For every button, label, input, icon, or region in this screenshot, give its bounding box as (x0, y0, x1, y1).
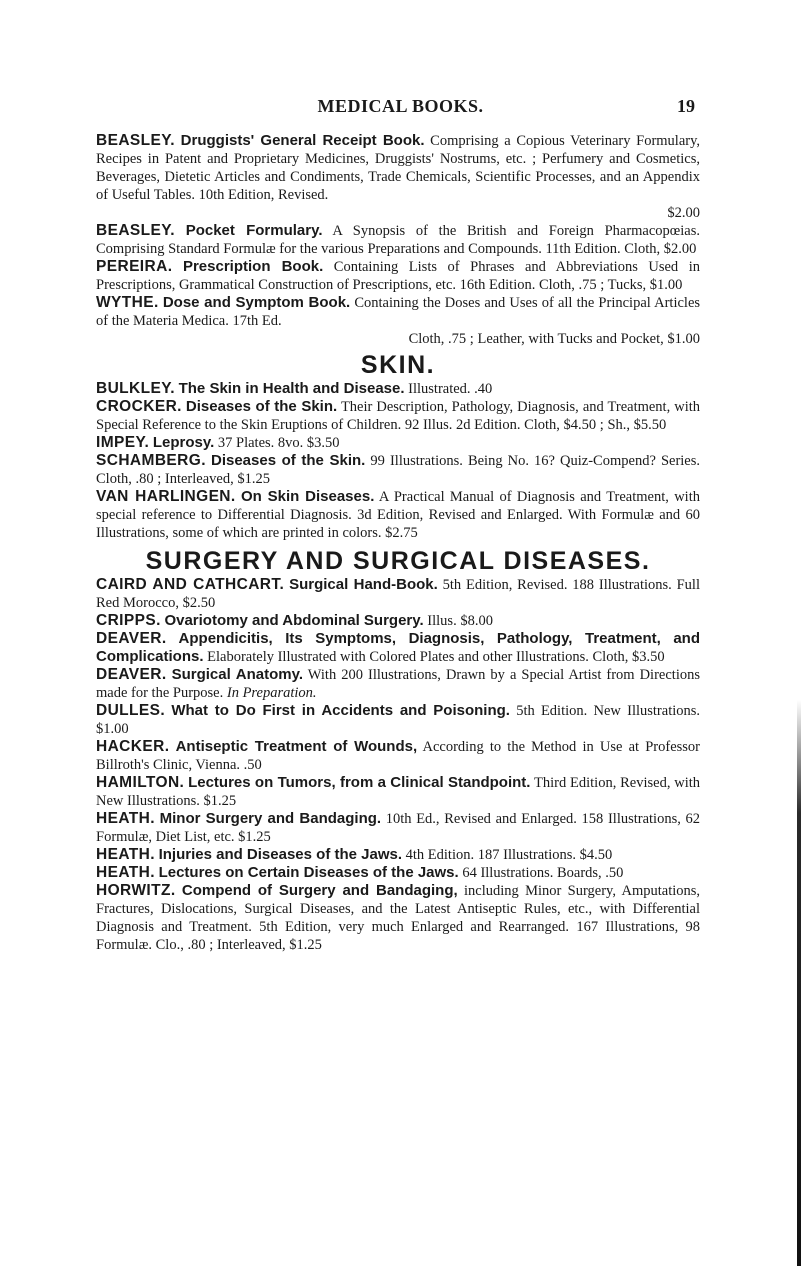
catalog-entry (96, 864, 700, 882)
entry-title: Lectures on Tumors, from a Clinical Standpoint. (188, 774, 531, 791)
entry-description: Illustrated. .40 (408, 381, 493, 397)
entry-author: CROCKER. (96, 398, 182, 415)
catalog-entry (96, 294, 700, 348)
entry-note: In Preparation. (226, 685, 317, 701)
catalog-entry (96, 222, 700, 258)
entry-author: SCHAMBERG. (96, 452, 206, 469)
entry-author: DEAVER. (96, 666, 167, 683)
catalog-section-pharmacy (96, 132, 700, 348)
entry-description: With 200 Illustrations, Drawn by a Special Artist from Directions made for the Purpose. (96, 667, 700, 701)
entry-price: $2.00 (667, 205, 700, 221)
entry-author: HACKER. (96, 738, 170, 755)
entry-description: Containing Lists of Phrases and Abbreviations Used in Prescriptions, Grammatical Construction of Prescriptions, etc. 16th Edition. Cloth, .75 ; Tucks, $1.00 (96, 259, 701, 293)
page-title: MEDICAL BOOKS. (317, 96, 484, 116)
page-edge-shadow (797, 700, 801, 1266)
entry-title: Diseases of the Skin. (185, 398, 338, 415)
entry-description: Illus. $8.00 (427, 613, 493, 629)
catalog-entry (96, 132, 700, 222)
entry-title: Pocket Formulary. (185, 222, 323, 239)
catalog-entry (96, 630, 700, 666)
entry-description: Containing the Doses and Uses of all the Principal Articles of the Materia Medica. 17th Ed. (96, 295, 701, 329)
entry-title: Lectures on Certain Diseases of the Jaws. (158, 864, 459, 881)
entry-description: Elaborately Illustrated with Colored Plates and other Illustrations. Cloth, $3.50 (207, 649, 665, 665)
section-heading: SKIN. (360, 351, 436, 379)
entry-description: 64 Illustrations. Boards, .50 (462, 865, 624, 881)
entry-author: HEATH. (96, 810, 155, 827)
entry-author: DULLES. (96, 702, 166, 719)
entry-author: IMPEY. (96, 434, 150, 451)
entry-description: Third Edition, Revised, with New Illustrations. $1.25 (96, 775, 701, 809)
entry-title: Prescription Book. (182, 258, 324, 275)
catalog-entry (96, 774, 700, 810)
entry-author: BEASLEY. (96, 222, 175, 239)
entry-author: CAIRD AND CATHCART. (96, 576, 285, 593)
entry-description: 5th Edition, Revised. 188 Illustrations. Full Red Morocco, $2.50 (96, 577, 700, 611)
entry-author: BEASLEY. (96, 132, 175, 149)
entry-description: Their Description, Pathology, Diagnosis, and Treatment, with Special Reference to the Skin Eruptions of Children. 92 Illus. 2d Edition. Cloth, $4.50 ; Sh., $5.50 (96, 399, 701, 433)
entry-author: CRIPPS. (96, 612, 161, 629)
catalog-entry (96, 738, 700, 774)
entry-title: Diseases of the Skin. (210, 452, 366, 469)
entry-title: Ovariotomy and Abdominal Surgery. (164, 612, 424, 629)
entry-description: 4th Edition. 187 Illustrations. $4.50 (405, 847, 613, 863)
entry-price: Cloth, .75 ; Leather, with Tucks and Pocket, $1.00 (408, 331, 700, 347)
entry-title: What to Do First in Accidents and Poisoning. (171, 702, 510, 719)
entry-title: Compend of Surgery and Bandaging, (181, 882, 458, 899)
entry-title: Leprosy. (152, 434, 215, 451)
catalog-entry (96, 612, 700, 630)
catalog-entry (96, 398, 700, 434)
catalog-section-surgery (96, 546, 700, 954)
entry-description: 37 Plates. 8vo. $3.50 (217, 435, 340, 451)
entry-title: Injuries and Diseases of the Jaws. (158, 846, 403, 863)
page-number: 19 (677, 96, 695, 116)
entry-author: HAMILTON. (96, 774, 185, 791)
entry-title: Antiseptic Treatment of Wounds, (175, 738, 418, 755)
catalog-entry (96, 434, 700, 452)
entry-author: HORWITZ. (96, 882, 176, 899)
catalog-section-skin (96, 350, 700, 542)
entry-title: Surgical Anatomy. (171, 666, 304, 683)
catalog-entry (96, 380, 700, 398)
catalog-entry (96, 488, 700, 542)
running-head (0, 96, 801, 120)
entry-description: 10th Ed., Revised and Enlarged. 158 Illustrations, 62 Formulæ, Diet List, etc. $1.25 (96, 811, 701, 845)
entry-description: According to the Method in Use at Professor Billroth's Clinic, Vienna. .50 (96, 739, 701, 773)
entry-title: Appendicitis, Its Symptoms, Diagnosis, Pathology, Treatment, and Complications. (96, 630, 701, 665)
entry-author: HEATH. (96, 846, 155, 863)
catalog-entry (96, 258, 700, 294)
catalog-entry (96, 702, 700, 738)
entry-description: 5th Edition. New Illustrations. $1.00 (96, 703, 701, 737)
entry-author: BULKLEY. (96, 380, 175, 397)
entry-description: Comprising a Copious Veterinary Formulary, Recipes in Patent and Proprietary Medicines, Druggists' Nostrums, etc. ; Perfumery and Cosmetics, Beverages, Dietetic Articles and Condiments, Trade Chemicals, Scientific Processes, and an Appendix of Useful Tables. 10th Edition, Revised. (96, 133, 701, 203)
catalog-entry (96, 846, 700, 864)
entry-title: Surgical Hand-Book. (289, 576, 438, 593)
catalog-content (96, 132, 700, 954)
entry-author: PEREIRA. (96, 258, 173, 275)
entry-author: HEATH. (96, 864, 155, 881)
catalog-entry (96, 810, 700, 846)
entry-description: including Minor Surgery, Amputations, Fractures, Dislocations, Surgical Diseases, and the Latest Antiseptic Rules, etc., with Differential Diagnosis and Treatment. 5th Edition, very much Enlarged and Rearranged. 167 Illustrations, 98 Formulæ. Clo., .80 ; Interleaved, $1.25 (96, 883, 701, 953)
catalog-entry (96, 452, 700, 488)
entry-description: A Synopsis of the British and Foreign Pharmacopœias. Comprising Standard Formulæ for the various Preparations and Compounds. 11th Edition. Cloth, $2.00 (96, 223, 701, 257)
entry-description: A Practical Manual of Diagnosis and Treatment, with special reference to Differential Diagnosis. 3d Edition, Revised and Enlarged. With Formulæ and 60 Illustrations, some of which are printed in colors. $2.75 (96, 489, 700, 541)
catalog-entry (96, 576, 700, 612)
entry-title: Dose and Symptom Book. (162, 294, 351, 311)
entry-author: DEAVER. (96, 630, 167, 647)
entry-title: On Skin Diseases. (240, 488, 375, 505)
entry-title: Minor Surgery and Bandaging. (159, 810, 382, 827)
section-heading: SURGERY AND SURGICAL DISEASES. (145, 547, 651, 575)
entry-title: The Skin in Health and Disease. (178, 380, 405, 397)
catalog-entry (96, 666, 700, 702)
entry-author: VAN HARLINGEN. (96, 488, 236, 505)
entry-author: WYTHE. (96, 294, 159, 311)
entry-title: Druggists' General Receipt Book. (180, 132, 425, 149)
catalog-entry (96, 882, 700, 954)
entry-description: 99 Illustrations. Being No. 16? Quiz-Compend? Series. Cloth, .80 ; Interleaved, $1.25 (96, 453, 700, 487)
